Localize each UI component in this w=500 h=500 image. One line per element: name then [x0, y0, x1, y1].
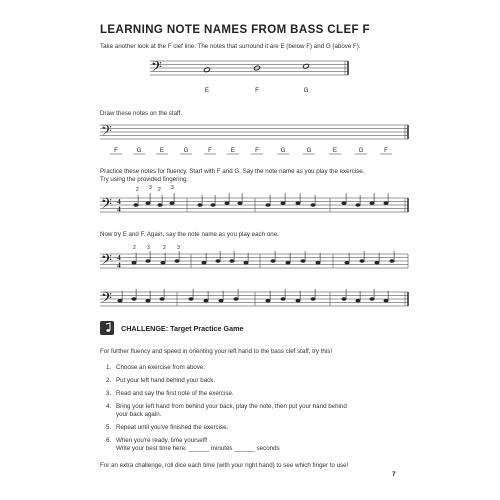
example-note-label: E — [204, 87, 210, 94]
draw-note-label: E — [159, 147, 165, 154]
example-note-label: F — [255, 87, 259, 94]
now-try-instruction: Now try E and F. Again, say the note name as you play each one. — [100, 231, 279, 238]
staff-practice-ef-2 — [100, 292, 408, 306]
list-item: Write your best time here: ______ minutes ______ seconds — [116, 445, 280, 453]
list-item: 2. Put your left hand behind your back. — [106, 376, 216, 384]
challenge-title: CHALLENGE: Target Practice Game — [121, 324, 244, 333]
intro-text: Take another look at the F clef line. The notes that surround it are E (below F) and G (above F). — [100, 43, 361, 50]
list-item: your back again. — [116, 411, 162, 419]
fingering-number: 3 — [171, 185, 174, 191]
draw-note-label: F — [208, 147, 212, 154]
svg-text:4: 4 — [117, 204, 121, 214]
bass-clef-icon: 𝄢 — [151, 59, 162, 79]
list-item: 5. Repeat until you've finished the exercise. — [106, 424, 229, 432]
draw-note-label: F — [255, 147, 259, 154]
bass-clef-icon: 𝄢 — [101, 196, 112, 216]
staff-example — [150, 61, 348, 75]
draw-note-label: F — [114, 147, 118, 154]
draw-instruction: Draw these notes on the staff. — [100, 110, 183, 117]
fingering-number: 3 — [177, 245, 180, 251]
fingering-number: 2 — [158, 187, 161, 193]
svg-text:4: 4 — [117, 253, 121, 262]
notes-practice-fg — [134, 193, 388, 207]
draw-note-label: E — [230, 147, 236, 154]
draw-note-label: F — [384, 147, 388, 154]
bass-clef-icon: 𝄢 — [101, 123, 112, 143]
draw-note-label: G — [183, 147, 189, 154]
fingering-numbers — [133, 185, 180, 251]
bass-clef-icon: 𝄢 — [101, 252, 112, 272]
staff-practice-fg — [100, 198, 408, 212]
fingering-number: 2 — [163, 245, 166, 251]
music-note-icon — [100, 321, 114, 335]
bass-clef-icon: 𝄢 — [101, 290, 112, 310]
challenge-closing: For an extra challenge, roll dice each time (with your right hand) to see which finger to use! — [100, 462, 349, 469]
example-note-label: G — [303, 87, 309, 94]
draw-note-label: G — [358, 147, 364, 154]
draw-note-label: G — [136, 147, 142, 154]
fingering-number: 2 — [133, 245, 136, 251]
list-item: 3. Read and say the first note of the exercise. — [106, 389, 234, 397]
practice-instruction-2: Try using the provided fingering. — [100, 176, 189, 183]
draw-note-label: G — [306, 147, 312, 154]
fingering-number: 3 — [147, 245, 150, 251]
draw-note-label: G — [280, 147, 286, 154]
draw-note-labels — [114, 147, 388, 154]
list-item: 1. Choose an exercise from above. — [106, 364, 206, 371]
list-item: 4. Bring your left hand from behind your back, play the note, then put your hand behind — [106, 402, 347, 410]
staff-draw — [100, 125, 408, 139]
practice-instruction: Practice these notes for fluency. Start with F and G. Say the note name as you play the exercise. — [100, 168, 365, 175]
challenge-intro: For further fluency and speed in orienting your left hand to the bass clef staff, try this! — [100, 348, 333, 355]
fingering-number: 3 — [149, 185, 152, 191]
svg-text:4: 4 — [117, 197, 121, 206]
svg-text:4: 4 — [117, 260, 121, 270]
draw-note-label: E — [332, 147, 338, 154]
list-item: 6. When you're ready, time yourself! — [106, 436, 208, 444]
fingering-number: 2 — [136, 187, 139, 193]
step-list — [106, 364, 347, 454]
page-title: LEARNING NOTE NAMES FROM BASS CLEF F — [100, 24, 370, 36]
page-number: 7 — [392, 471, 396, 478]
